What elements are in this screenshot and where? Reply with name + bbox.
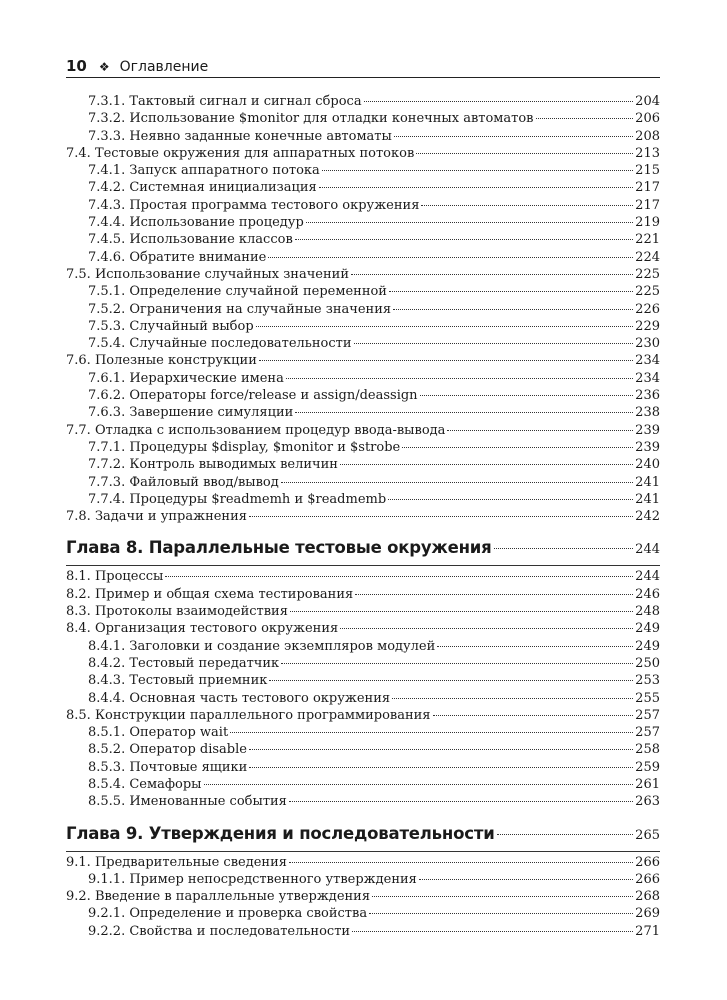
dot-leader bbox=[497, 834, 634, 835]
entry-title: 7.6.1. Иерархические имена bbox=[88, 370, 284, 386]
entry-page-number: 271 bbox=[635, 923, 660, 939]
entry-title: 7.5. Использование случайных значений bbox=[66, 266, 349, 282]
entry-title: 7.4.6. Обратите внимание bbox=[88, 249, 267, 265]
dot-leader bbox=[354, 343, 634, 344]
dot-leader bbox=[259, 360, 633, 361]
entry-title: 7.4.3. Простая программа тестового окружения bbox=[88, 197, 420, 213]
entry-title: 8.1. Процессы bbox=[66, 569, 164, 585]
toc-subsection-entry[interactable] bbox=[66, 638, 660, 655]
dot-leader bbox=[402, 447, 633, 448]
dot-leader bbox=[295, 239, 633, 240]
entry-title: 7.5.1. Определение случайной переменной bbox=[88, 284, 387, 300]
entry-title: 7.7.1. Процедуры $display, $monitor и $strobe bbox=[88, 439, 401, 455]
toc-subsection-entry[interactable] bbox=[66, 456, 660, 473]
table-of-contents bbox=[66, 93, 660, 940]
dot-leader bbox=[289, 801, 633, 802]
dot-leader bbox=[494, 548, 634, 549]
entry-page-number: 261 bbox=[635, 776, 660, 792]
toc-subsection-entry[interactable] bbox=[66, 871, 660, 888]
entry-title: 7.4. Тестовые окружения для аппаратных потоков bbox=[66, 145, 415, 161]
entry-page-number: 226 bbox=[635, 301, 660, 317]
dot-leader bbox=[295, 412, 633, 413]
dot-leader bbox=[394, 136, 633, 137]
dot-leader bbox=[437, 646, 633, 647]
entry-title: 9.2.2. Свойства и последовательности bbox=[88, 923, 351, 939]
toc-subsection-entry[interactable] bbox=[66, 301, 660, 318]
entry-title: 8.4. Организация тестового окружения bbox=[66, 621, 339, 637]
toc-subsection-entry[interactable] bbox=[66, 690, 660, 707]
entry-title: 8.2. Пример и общая схема тестирования bbox=[66, 586, 354, 602]
entry-title: 7.6.2. Операторы force/release и assign/deassign bbox=[88, 388, 418, 404]
toc-subsection-entry[interactable] bbox=[66, 128, 660, 145]
dot-leader bbox=[393, 309, 633, 310]
entry-page-number: 241 bbox=[635, 474, 660, 490]
dot-leader bbox=[249, 767, 633, 768]
entry-page-number: 219 bbox=[635, 215, 660, 231]
entry-title: 7.3.3. Неявно заданные конечные автоматы bbox=[88, 128, 392, 144]
toc-section-entry[interactable] bbox=[66, 568, 660, 585]
entry-page-number: 238 bbox=[635, 405, 660, 421]
entry-page-number: 269 bbox=[635, 906, 660, 922]
chapter-heading[interactable] bbox=[66, 820, 660, 847]
entry-page-number: 225 bbox=[635, 284, 660, 300]
entry-page-number: 217 bbox=[635, 197, 660, 213]
dot-leader bbox=[249, 749, 633, 750]
chapter-title: Глава 9. Утверждения и последовательности bbox=[66, 823, 495, 843]
entry-title: 7.4.5. Использование классов bbox=[88, 232, 293, 248]
entry-title: 8.5.2. Оператор disable bbox=[88, 742, 247, 758]
entry-title: 7.8. Задачи и упражнения bbox=[66, 509, 247, 525]
dot-leader bbox=[319, 187, 633, 188]
entry-page-number: 268 bbox=[635, 889, 660, 905]
toc-subsection-entry[interactable] bbox=[66, 179, 660, 196]
entry-title: 7.7.3. Файловый ввод/вывод bbox=[88, 474, 279, 490]
entry-title: 7.7.4. Процедуры $readmemh и $readmemb bbox=[88, 491, 387, 507]
entry-page-number: 253 bbox=[635, 673, 660, 689]
entry-page-number: 224 bbox=[635, 249, 660, 265]
toc-section-entry[interactable] bbox=[66, 620, 660, 637]
toc-subsection-entry[interactable] bbox=[66, 214, 660, 231]
entry-page-number: 239 bbox=[635, 439, 660, 455]
toc-subsection-entry[interactable] bbox=[66, 776, 660, 793]
page-number: 10 bbox=[66, 57, 87, 75]
entry-title: 7.4.4. Использование процедур bbox=[88, 215, 304, 231]
entry-title: 9.2.1. Определение и проверка свойства bbox=[88, 906, 368, 922]
entry-title: 7.5.2. Ограничения на случайные значения bbox=[88, 301, 392, 317]
entry-page-number: 229 bbox=[635, 318, 660, 334]
dot-leader bbox=[306, 222, 633, 223]
entry-title: 7.5.4. Случайные последовательности bbox=[88, 336, 352, 352]
dot-leader bbox=[419, 879, 633, 880]
entry-page-number: 248 bbox=[635, 604, 660, 620]
diamond-separator-icon: ❖ bbox=[98, 60, 110, 74]
entry-title: 9.1.1. Пример непосредственного утверждения bbox=[88, 871, 417, 887]
toc-subsection-entry[interactable] bbox=[66, 905, 660, 922]
entry-title: 8.5.4. Семафоры bbox=[88, 776, 202, 792]
entry-title: 7.3.2. Использование $monitor для отладки конечных автоматов bbox=[88, 111, 534, 127]
entry-title: 7.3.1. Тактовый сигнал и сигнал сброса bbox=[88, 94, 362, 109]
entry-page-number: 239 bbox=[635, 422, 660, 438]
entry-page-number: 259 bbox=[635, 759, 660, 775]
entry-title: 7.5.3. Случайный выбор bbox=[88, 318, 254, 334]
dot-leader bbox=[364, 101, 634, 102]
dot-leader bbox=[165, 576, 633, 577]
entry-title: 8.5.3. Почтовые ящики bbox=[88, 759, 248, 775]
entry-title: 8.5. Конструкции параллельного программирования bbox=[66, 707, 431, 723]
chapter-rule bbox=[66, 565, 660, 566]
entry-page-number: 257 bbox=[635, 707, 660, 723]
toc-subsection-entry[interactable] bbox=[66, 370, 660, 387]
dot-leader bbox=[388, 499, 633, 500]
entry-page-number: 266 bbox=[635, 871, 660, 887]
chapter-heading[interactable] bbox=[66, 534, 660, 561]
toc-section-entry[interactable] bbox=[66, 888, 660, 905]
toc-subsection-entry[interactable] bbox=[66, 439, 660, 456]
toc-subsection-entry[interactable] bbox=[66, 491, 660, 508]
dot-leader bbox=[352, 931, 633, 932]
dot-leader bbox=[416, 153, 633, 154]
toc-subsection-entry[interactable] bbox=[66, 404, 660, 421]
entry-page-number: 234 bbox=[635, 370, 660, 386]
running-header-title: Оглавление bbox=[119, 59, 209, 75]
entry-title: 7.7.2. Контроль выводимых величин bbox=[88, 457, 338, 473]
chapter-title: Глава 8. Параллельные тестовые окружения bbox=[66, 538, 492, 558]
toc-section-entry[interactable] bbox=[66, 422, 660, 439]
entry-title: 7.4.2. Системная инициализация bbox=[88, 180, 317, 196]
entry-page-number: 246 bbox=[635, 586, 660, 602]
toc-section-entry[interactable] bbox=[66, 586, 660, 603]
entry-title: 8.4.1. Заголовки и создание экземпляров модулей bbox=[88, 638, 436, 654]
entry-page-number: 215 bbox=[635, 163, 660, 179]
toc-subsection-entry[interactable] bbox=[66, 110, 660, 127]
toc-section-entry[interactable] bbox=[66, 508, 660, 525]
entry-page-number: 244 bbox=[635, 569, 660, 585]
toc-subsection-entry[interactable] bbox=[66, 318, 660, 335]
entry-title: 7.4.1. Запуск аппаратного потока bbox=[88, 163, 320, 179]
dot-leader bbox=[269, 680, 633, 681]
dot-leader bbox=[372, 896, 633, 897]
dot-leader bbox=[340, 464, 633, 465]
dot-leader bbox=[230, 732, 633, 733]
dot-leader bbox=[433, 715, 634, 716]
toc-section-entry[interactable] bbox=[66, 266, 660, 283]
dot-leader bbox=[290, 611, 633, 612]
entry-page-number: 241 bbox=[635, 491, 660, 507]
dot-leader bbox=[204, 784, 634, 785]
toc-subsection-entry[interactable] bbox=[66, 231, 660, 248]
entry-page-number: 250 bbox=[635, 655, 660, 671]
entry-title: 9.1. Предварительные сведения bbox=[66, 854, 287, 870]
dot-leader bbox=[268, 257, 633, 258]
dot-leader bbox=[351, 274, 633, 275]
entry-page-number: 242 bbox=[635, 509, 660, 525]
toc-section-entry[interactable] bbox=[66, 145, 660, 162]
dot-leader bbox=[281, 663, 633, 664]
toc-subsection-entry[interactable] bbox=[66, 283, 660, 300]
dot-leader bbox=[392, 698, 633, 699]
entry-title: 9.2. Введение в параллельные утверждения bbox=[66, 889, 371, 905]
toc-subsection-entry[interactable] bbox=[66, 923, 660, 940]
toc-subsection-entry[interactable] bbox=[66, 724, 660, 741]
entry-page-number: 240 bbox=[635, 457, 660, 473]
toc-section-entry[interactable] bbox=[66, 603, 660, 620]
toc-subsection-entry[interactable] bbox=[66, 197, 660, 214]
entry-title: 7.7. Отладка с использованием процедур ввода-вывода bbox=[66, 422, 446, 438]
dot-leader bbox=[447, 430, 633, 431]
toc-section-entry[interactable] bbox=[66, 854, 660, 871]
toc-subsection-entry[interactable] bbox=[66, 474, 660, 491]
entry-page-number: 249 bbox=[635, 638, 660, 654]
chapter-page-number: 265 bbox=[635, 827, 660, 843]
dot-leader bbox=[289, 862, 633, 863]
toc-subsection-entry[interactable] bbox=[66, 759, 660, 776]
entry-page-number: 208 bbox=[635, 128, 660, 144]
entry-title: 8.4.2. Тестовый передатчик bbox=[88, 655, 280, 671]
entry-title: 8.5.5. Именованные события bbox=[88, 794, 287, 810]
toc-section-entry[interactable] bbox=[66, 707, 660, 724]
toc-subsection-entry[interactable] bbox=[66, 741, 660, 758]
toc-section-entry[interactable] bbox=[66, 352, 660, 369]
dot-leader bbox=[340, 628, 633, 629]
toc-subsection-entry[interactable] bbox=[66, 387, 660, 404]
entry-page-number: 257 bbox=[635, 725, 660, 741]
dot-leader bbox=[369, 913, 633, 914]
toc-subsection-entry[interactable] bbox=[66, 335, 660, 352]
entry-page-number: 263 bbox=[635, 794, 660, 810]
entry-page-number: 255 bbox=[635, 690, 660, 706]
entry-title: 8.4.4. Основная часть тестового окружения bbox=[88, 690, 391, 706]
toc-subsection-entry[interactable] bbox=[66, 655, 660, 672]
entry-page-number: 221 bbox=[635, 232, 660, 248]
entry-page-number: 249 bbox=[635, 621, 660, 637]
dot-leader bbox=[421, 205, 633, 206]
entry-page-number: 213 bbox=[635, 145, 660, 161]
entry-page-number: 258 bbox=[635, 742, 660, 758]
entry-title: 7.6. Полезные конструкции bbox=[66, 353, 257, 369]
chapter-rule bbox=[66, 851, 660, 852]
entry-title: 7.6.3. Завершение симуляции bbox=[88, 405, 294, 421]
entry-page-number: 204 bbox=[635, 94, 660, 109]
running-header bbox=[66, 55, 660, 78]
dot-leader bbox=[389, 291, 633, 292]
entry-page-number: 217 bbox=[635, 180, 660, 196]
dot-leader bbox=[249, 516, 633, 517]
toc-subsection-entry[interactable] bbox=[66, 672, 660, 689]
entry-page-number: 230 bbox=[635, 336, 660, 352]
dot-leader bbox=[286, 378, 633, 379]
dot-leader bbox=[355, 594, 633, 595]
dot-leader bbox=[420, 395, 634, 396]
entry-title: 8.5.1. Оператор wait bbox=[88, 725, 229, 741]
toc-subsection-entry[interactable] bbox=[66, 93, 660, 110]
dot-leader bbox=[322, 170, 633, 171]
entry-title: 8.3. Протоколы взаимодействия bbox=[66, 604, 288, 620]
chapter-page-number: 244 bbox=[635, 542, 660, 558]
dot-leader bbox=[536, 118, 634, 119]
entry-page-number: 266 bbox=[635, 854, 660, 870]
toc-subsection-entry[interactable] bbox=[66, 249, 660, 266]
entry-title: 8.4.3. Тестовый приемник bbox=[88, 673, 268, 689]
entry-page-number: 225 bbox=[635, 266, 660, 282]
toc-subsection-entry[interactable] bbox=[66, 793, 660, 810]
entry-page-number: 236 bbox=[635, 388, 660, 404]
dot-leader bbox=[256, 326, 634, 327]
entry-page-number: 206 bbox=[635, 111, 660, 127]
dot-leader bbox=[281, 482, 633, 483]
entry-page-number: 234 bbox=[635, 353, 660, 369]
toc-subsection-entry[interactable] bbox=[66, 162, 660, 179]
